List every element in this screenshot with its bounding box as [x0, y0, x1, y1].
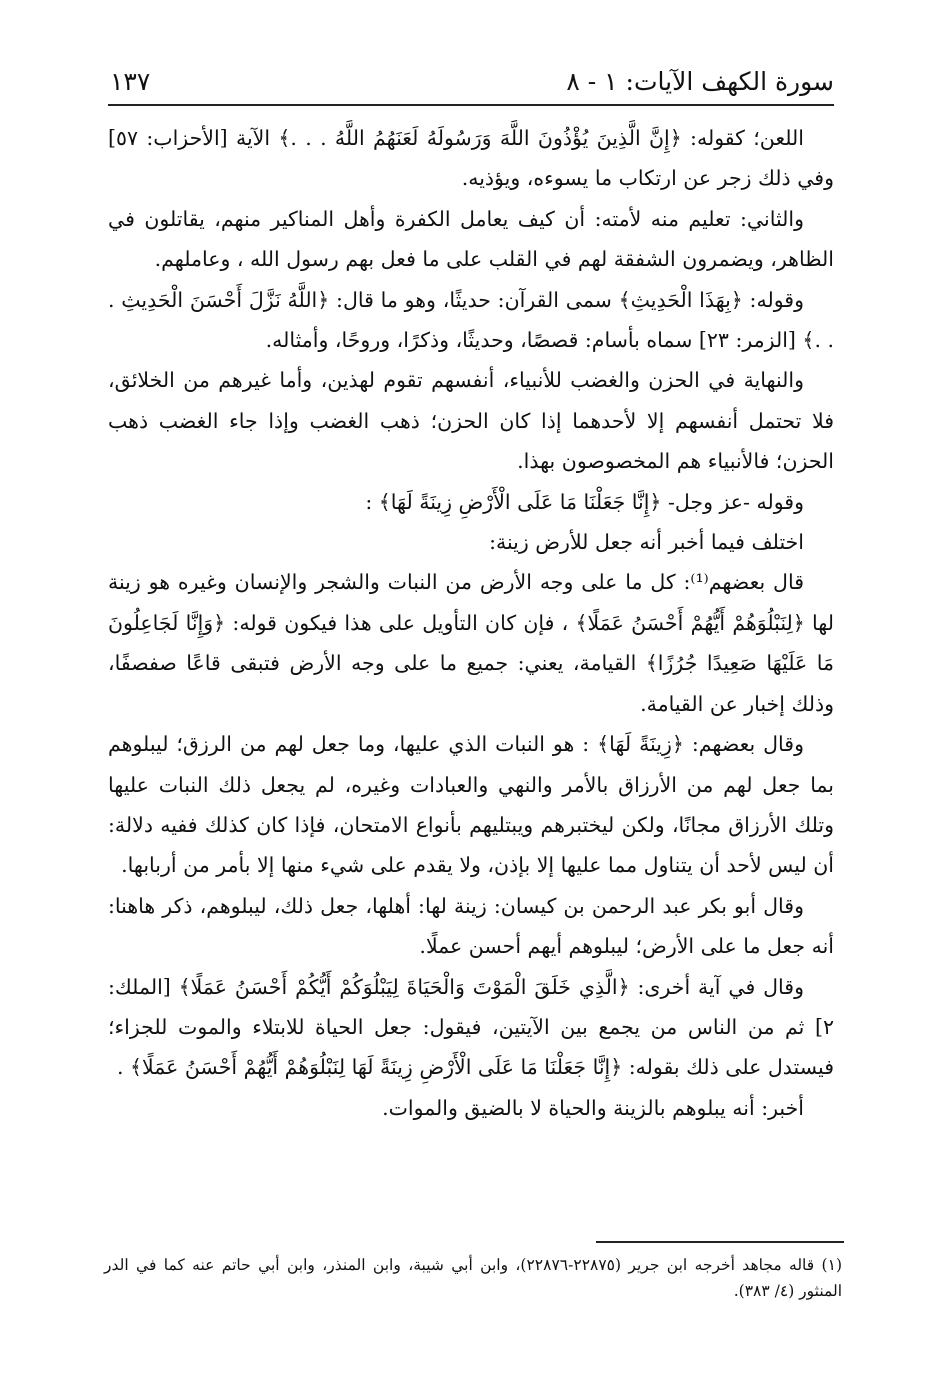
- paragraph-7: قال بعضهم⁽¹⁾: كل ما على وجه الأرض من النبات والشجر والإنسان وغيره هو زينة لها ﴿لِنَبْلُوَهُمْ أَيُّهُمْ أَحْسَنُ عَمَلًا﴾ ، فإن كان التأويل على هذا فيكون قوله: ﴿وَإِنَّا لَجَاعِلُونَ مَا عَلَيْهَا صَعِيدًا جُرُزًا﴾ القيامة، يعني: جميع ما على وجه الأرض فتبقى قاعًا صفصفًا، وذلك إخبار عن القيامة.: [108, 570, 834, 716]
- paragraph-11: أخبر: أنه يبلوهم بالزينة والحياة لا بالضيق والموات.: [382, 1095, 804, 1120]
- footnote-divider: [596, 1241, 844, 1243]
- paragraph-3: وقوله: ﴿بِهَذَا الْحَدِيثِ﴾ سمى القرآن: حديثًا، وهو ما قال: ﴿اللَّهُ نَزَّلَ أَحْسَنَ الْحَدِيثِ . . .﴾ [الزمر: ٢٣] سماه بأسام: قصصًا، وحديثًا، وذكرًا، وروحًا، وأمثاله.: [108, 287, 834, 353]
- paragraph-10: وقال في آية أخرى: ﴿الَّذِي خَلَقَ الْمَوْتَ وَالْحَيَاةَ لِيَبْلُوَكُمْ أَيُّكُمْ أَحْسَنُ عَمَلًا﴾ [الملك: ٢] ثم من الناس من يجمع بين الآيتين، فيقول: جعل الحياة للابتلاء والموت للجزاء؛ فيستدل على ذلك بقوله: ﴿إِنَّا جَعَلْنَا مَا عَلَى الْأَرْضِ زِينَةً لَهَا لِنَبْلُوَهُمْ أَيُّهُمْ أَحْسَنُ عَمَلًا﴾ .: [108, 974, 834, 1080]
- paragraph-6: اختلف فيما أخبر أنه جعل للأرض زينة:: [489, 530, 804, 555]
- main-text: [108, 118, 834, 1128]
- paragraph-4: والنهاية في الحزن والغضب للأنبياء، أنفسهم تقوم لهذين، وأما غيرهم من الخلائق، فلا تحتمل أنفسهم إلا لأحدهما إذا كان الحزن؛ ذهب الغضب وإذا جاء الغضب ذهب الحزن؛ فالأنبياء هم المخصوصون بهذا.: [108, 368, 834, 474]
- header-divider: [108, 104, 834, 106]
- footnote: (١) قاله مجاهد أخرجه ابن جرير (٢٢٨٧٥-٢٢٨٧٦)، وابن أبي شيبة، وابن المنذر، وابن أبي حاتم عنه كما في الدر المنثور (٤/ ٣٨٣).: [104, 1256, 842, 1300]
- chapter-title: سورة الكهف الآيات: ١ - ٨: [566, 66, 834, 96]
- page-header: [110, 60, 834, 102]
- paragraph-9: وقال أبو بكر عبد الرحمن بن كيسان: زينة لها: أهلها، جعل ذلك، ليبلوهم، ذكر هاهنا: أنه جعل ما على الأرض؛ ليبلوهم أيهم أحسن عملًا.: [108, 893, 834, 959]
- page-number: ١٣٧: [110, 66, 151, 96]
- paragraph-8: وقال بعضهم: ﴿زِينَةً لَهَا﴾ : هو النبات الذي عليها، وما جعل لهم من الرزق؛ ليبلوهم بما جعل لهم من الأرزاق بالأمر والنهي والعبادات وغيره، لم يجعل ذلك النبات عليها وتلك الأرزاق مجانًا، ولكن ليختبرهم ويبتليهم بأنواع الامتحان، فإذا كان كذلك ففيه دلالة: أن ليس لأحد أن يتناول مما عليها إلا بإذن، ولا يقدم على شيء منها إلا بأمر من أربابها.: [108, 732, 834, 878]
- paragraph-1: اللعن؛ كقوله: ﴿إِنَّ الَّذِينَ يُؤْذُونَ اللَّهَ وَرَسُولَهُ لَعَنَهُمُ اللَّهُ . . .﴾ الآية [الأحزاب: ٥٧] وفي ذلك زجر عن ارتكاب ما يسوءه، ويؤذيه.: [108, 126, 834, 191]
- paragraph-2: والثاني: تعليم منه لأمته: أن كيف يعامل الكفرة وأهل المناكير منهم، يقاتلون في الظاهر، ويضمرون الشفقة لهم في القلب على ما فعل بهم رسول الله ، وعاملهم.: [108, 206, 834, 272]
- paragraph-5: وقوله -عز وجل- ﴿إِنَّا جَعَلْنَا مَا عَلَى الْأَرْضِ زِينَةً لَهَا﴾ :: [365, 489, 804, 514]
